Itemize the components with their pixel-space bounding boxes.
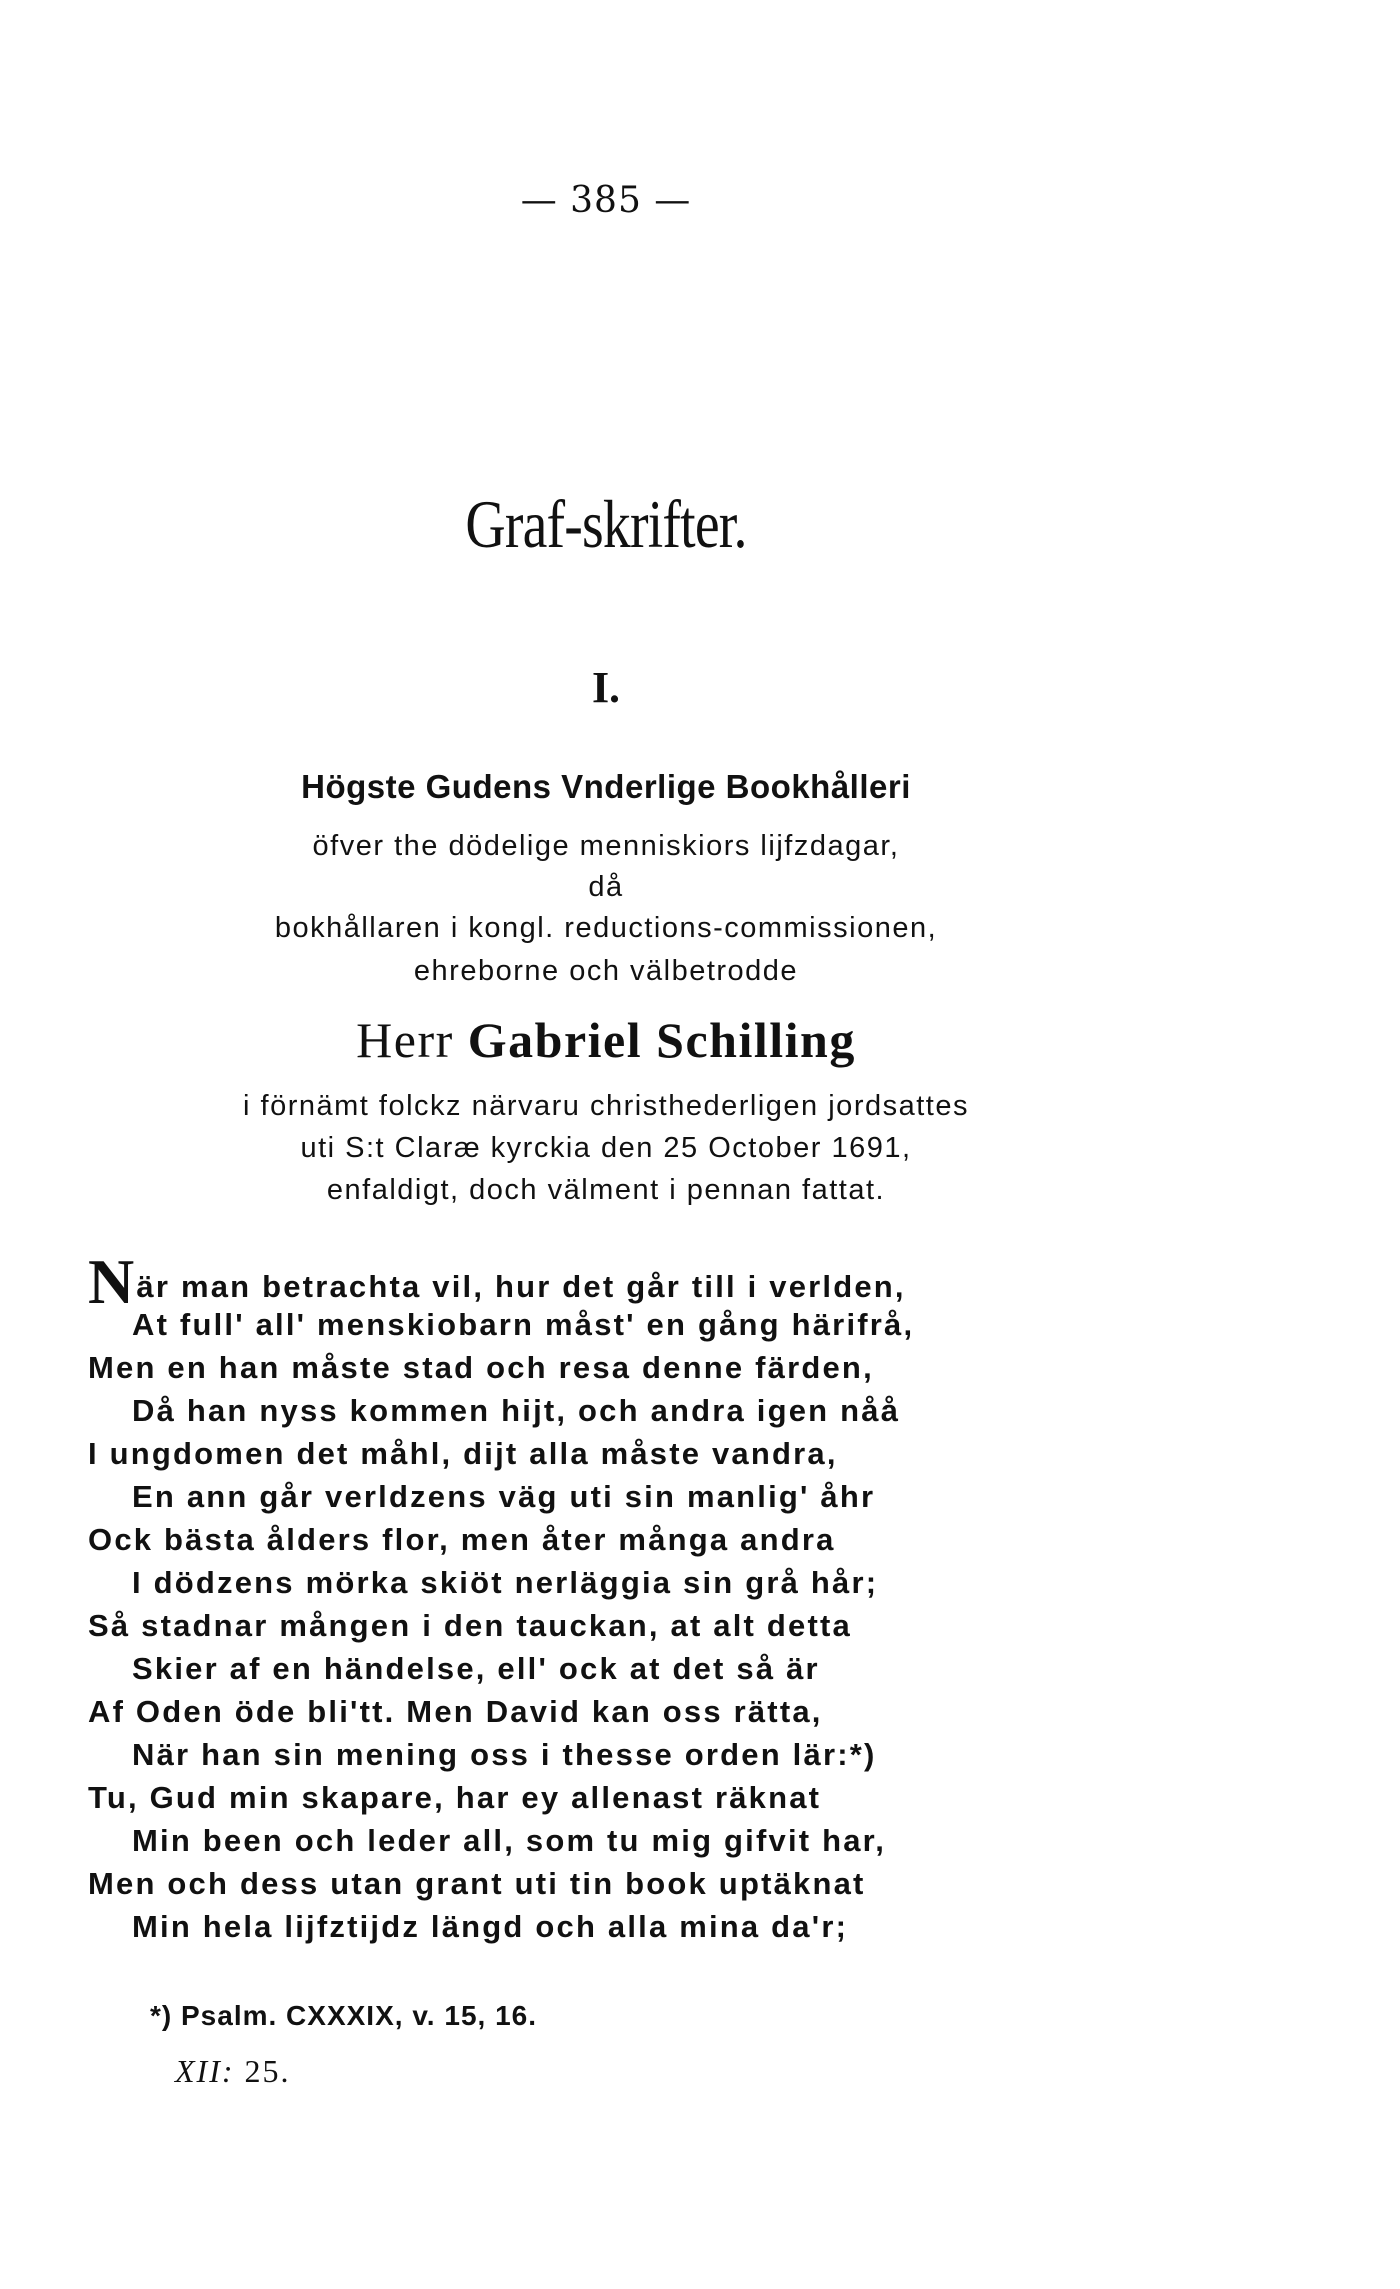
poem-line: Skier af en händelse, ell' ock at det så är <box>132 1651 820 1686</box>
honoree-full-name: Gabriel Schilling <box>467 1012 856 1068</box>
honoree-name <box>0 1011 1212 1069</box>
signature-roman: XII: <box>175 2053 235 2089</box>
dedication-line-7: uti S:t Claræ kyrckia den 25 October 1691, <box>300 1132 912 1164</box>
poem-line: När han sin mening oss i thesse orden lär:*) <box>132 1737 877 1772</box>
poem-line: Min hela lijfztijdz längd och alla mina da'r; <box>132 1909 849 1944</box>
poem-line: Så stadnar mången i den tauckan, at alt detta <box>88 1608 852 1643</box>
poem-first-line-text: är man betrachta vil, hur det går till i verlden, <box>136 1269 906 1304</box>
dedication-line-2: öfver the dödelige menniskiors lijfzdagar, <box>312 830 900 862</box>
poem-line: Tu, Gud min skapare, har ey allenast räknat <box>88 1780 822 1815</box>
honoree-title: Herr <box>356 1012 454 1068</box>
page-number: — 385 — <box>520 180 692 221</box>
poem-line: Min been och leder all, som tu mig gifvit har, <box>132 1823 887 1858</box>
poem-line: Men en han måste stad och resa denne färden, <box>88 1350 874 1385</box>
drop-initial: N <box>88 1246 137 1317</box>
dedication-line-4: bokhållaren i kongl. reductions-commissionen, <box>274 912 938 944</box>
poem-line: En ann går verldzens väg uti sin manlig' åhr <box>132 1479 876 1514</box>
chapter-title: Graf-skrifter. <box>465 486 747 562</box>
dedication-line-3: då <box>588 871 624 903</box>
poem-line: Då han nyss kommen hijt, och andra igen nåå <box>132 1393 901 1428</box>
footnote: *) Psalm. CXXXIX, v. 15, 16. <box>150 2000 537 2031</box>
signature-number: 25. <box>244 2053 291 2089</box>
poem-line: Ock bästa ålders flor, men åter många andra <box>88 1522 836 1557</box>
section-number: I. <box>591 663 621 712</box>
dedication-line-8: enfaldigt, doch välment i pennan fattat. <box>326 1174 886 1206</box>
poem-line: I dödzens mörka skiöt nerläggia sin grå hår; <box>132 1565 879 1600</box>
poem-line: At full' all' menskiobarn måst' en gång härifrå, <box>132 1307 915 1342</box>
poem-line: Af Oden öde bli'tt. Men David kan oss rätta, <box>88 1694 823 1729</box>
poem-line: I ungdomen det måhl, dijt alla måste vandra, <box>88 1436 838 1471</box>
signature-mark <box>175 2053 291 2090</box>
dedication-line-6: i förnämt folckz närvaru christhederligen jordsattes <box>243 1090 969 1122</box>
dedication-line-5: ehreborne och välbetrodde <box>413 955 799 987</box>
dedication-line-1: Högste Gudens Vnderlige Bookhålleri <box>301 768 911 805</box>
poem-line-1 <box>88 1246 906 1317</box>
poem-line: Men och dess utan grant uti tin book uptäknat <box>88 1866 866 1901</box>
